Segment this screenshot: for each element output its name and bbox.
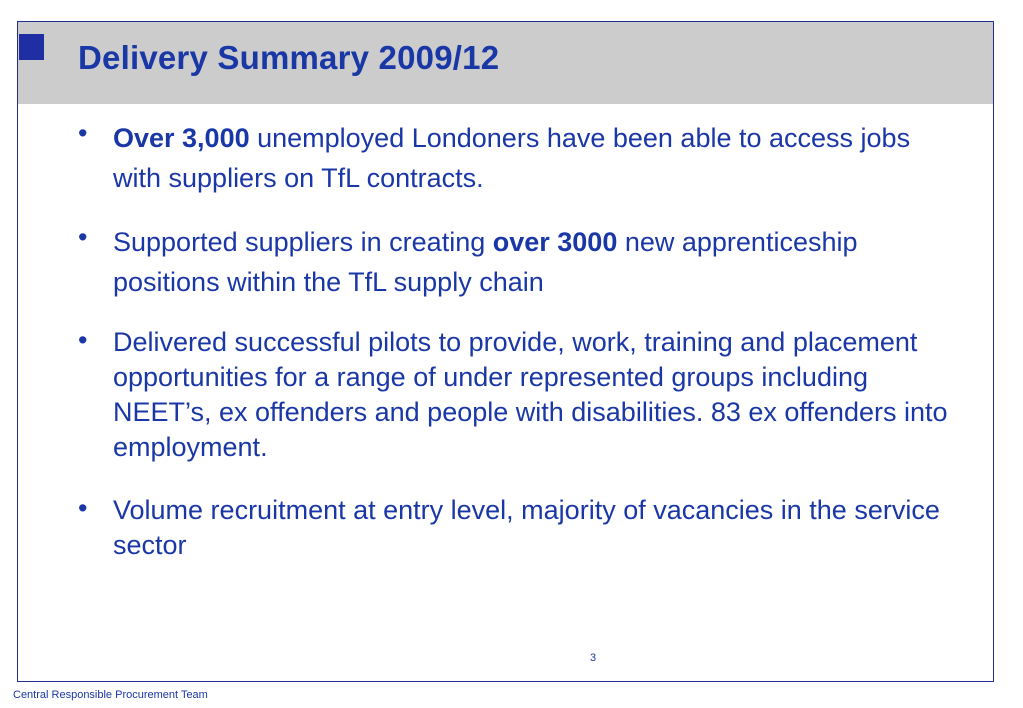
bullet-icon: • [78, 222, 88, 252]
bullet-item-pilots [78, 325, 958, 465]
bullet-highlight: Over 3,000 [113, 123, 250, 153]
bullet-icon: • [78, 325, 88, 355]
bullet-text: Over 3,000 unemployed Londoners have been able to access jobs with suppliers on TfL contracts. [113, 123, 911, 193]
bullet-list [78, 118, 958, 592]
bullet-text: Volume recruitment at entry level, majority of vacancies in the service sector [113, 495, 940, 560]
slide-title: Delivery Summary 2009/12 [78, 39, 500, 76]
bullet-text: Delivered successful pilots to provide, work, training and placement opportunities for a range of under represented groups including NEET’s, ex offenders and people with disabilities. 83 ex offenders into employment. [113, 327, 948, 462]
title-accent-square [19, 34, 44, 60]
bullet-item-recruitment [78, 493, 958, 563]
bullet-text: Supported suppliers in creating over 3000 new apprenticeship positions within the TfL supply chain [113, 227, 858, 297]
bullet-item-apprenticeships [78, 222, 958, 302]
bullet-item-jobs [78, 118, 958, 198]
bullet-icon: • [78, 493, 88, 523]
bullet-highlight: over 3000 [492, 227, 618, 257]
bullet-icon: • [78, 118, 88, 148]
footer-text: Central Responsible Procurement Team [13, 689, 208, 701]
page-number: 3 [590, 652, 597, 664]
